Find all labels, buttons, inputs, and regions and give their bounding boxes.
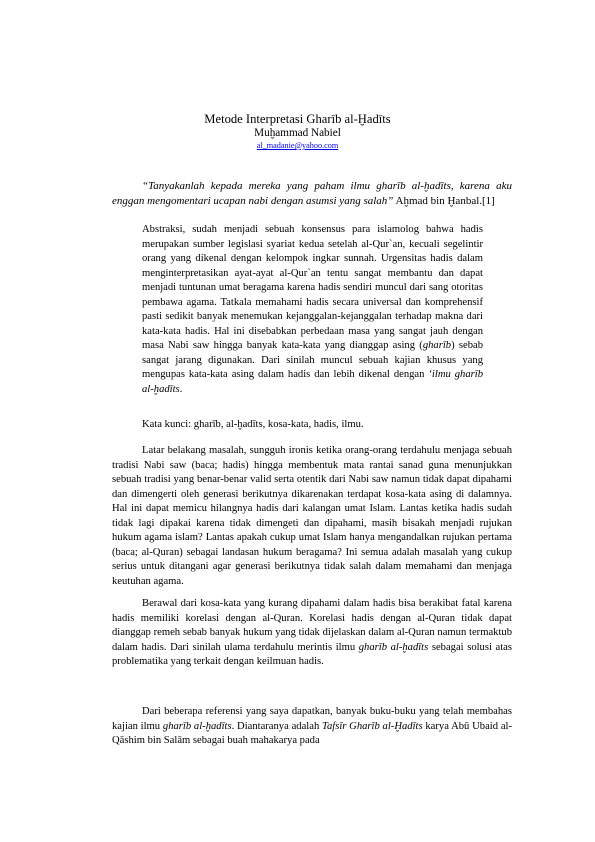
abstract-term: ʻilmu gharīb al-ḫadīts: [142, 369, 483, 396]
quote-text: “Tanyakanlah kepada mereka yang paham ilmu gharīb al-ḫadīts, karena aku enggan mengomentari ucapan nabi dengan asumsi yang salah”: [112, 180, 512, 207]
abstract-term: gharīb: [422, 340, 452, 352]
paragraph-text: karya Abū Ubaid al-Qāshim bin Salām sebagai buah mahakarya pada: [112, 720, 512, 747]
abstract: [142, 223, 483, 398]
body-paragraph: [112, 597, 512, 670]
body-paragraph: [112, 705, 512, 749]
paragraph-term: gharīb al-ḫadīts: [162, 720, 232, 732]
book-title: Tafsīr Gharīb al-Ḫadīts: [322, 720, 423, 732]
epigraph-quote: [112, 179, 512, 209]
paragraph-text: sebagai solusi atas problematika yang terkait dengan keilmuan hadis.: [112, 641, 512, 668]
paragraph-text: Berawal dari kosa-kata yang kurang dipahami dalam hadis bisa berakibat fatal karena hadis memiliki korelasi dengan al-Quran. Korelasi hadis dengan al-Quran tidak dapat dianggap remeh sebab banyak hukum yang tidak dijelaskan dalam al-Quran namun termaktub dalam hadis. Dari sinilah ulama terdahulu merintis ilmu: [112, 598, 512, 653]
abstract-text: ) sebab sangat jarang digunakan. Dari sinilah muncul sebuah kajian khusus yang mengupas kata-kata asing dalam hadis dan lebih dikenal dengan: [142, 340, 483, 381]
quote-attribution: Aḫmad bin Ḫanbal.[1]: [393, 195, 495, 207]
abstract-text: .: [179, 384, 183, 396]
paper-title: Metode Interpretasi Gharīb al-Ḫadīts: [204, 112, 391, 126]
paragraph-term: gharīb al-ḫadīts: [358, 641, 429, 653]
keywords: Kata kunci: gharīb, al-ḫadīts, kosa-kata, hadis, ilmu.: [142, 419, 364, 430]
author-email-link[interactable]: al_madanie@yahoo.com: [256, 141, 339, 150]
body-paragraph: [112, 444, 512, 589]
paragraph-text: Latar belakang masalah, sungguh ironis ketika orang-orang terdahulu menjaga sebuah tradisi Nabi saw (baca; hadis) hingga membentuk mata rantai sanad guna menunjukkan sebuah tradisi yang benar-benar valid serta otentik dari Nabi saw namun tidak dapat dipahami dan dimengerti oleh generasi berikutnya dikarenakan terdapat kosa-kata asing di dalamnya. Hal ini dapat memicu hilangnya hadis dari kalangan umat Islam. Lantas ketika hadis sudah tidak lagi dipakai karena tidak dimengeti dan dipahami, masih bisakah menjadi rujukan hukum agama islam? Lantas apakah cukup umat Islam hanya mengandalkan rujukan pertama (baca; al-Quran) sebagai landasan hukum beragama? Ini semua adalah masalah yang cukup serius untuk ditangani agar generasi berikutnya tidak salah dalam memahami dan menjaga keutuhan agama.: [112, 445, 512, 587]
author-name: Muḫammad Nabiel: [254, 127, 341, 139]
paper-header: [0, 112, 595, 151]
paragraph-text: Dari beberapa referensi yang saya dapatkan, banyak buku-buku yang telah membahas kajian ilmu: [112, 706, 512, 732]
paragraph-text: . Diantaranya adalah: [231, 720, 323, 732]
abstract-text: Abstraksi, sudah menjadi sebuah konsensus para islamolog bahwa hadis merupakan sumber legislasi syariat kedua setelah al-Qur`an, kecuali segelintir orang yang dikenal dengan kelompok ingkar sunnah. Urgensitas hadis dalam menginterpretasikan ayat-ayat al-Qur`an tentu sangat membantu dan dapat menjadi tuntunan umat beragama karena hadis sendiri muncul dari sang otoritas pembawa agama. Tatkala memahami hadis secara universal dan komprehensif pasti sedikit banyak menemukan kejanggalan-kejanggalan terhadap makna dari kata-kata hadis. Hal ini disebabkan perbedaan masa yang sangat jauh dengan masa Nabi saw hingga banyak kata-kata yang dianggap asing (: [142, 224, 483, 352]
